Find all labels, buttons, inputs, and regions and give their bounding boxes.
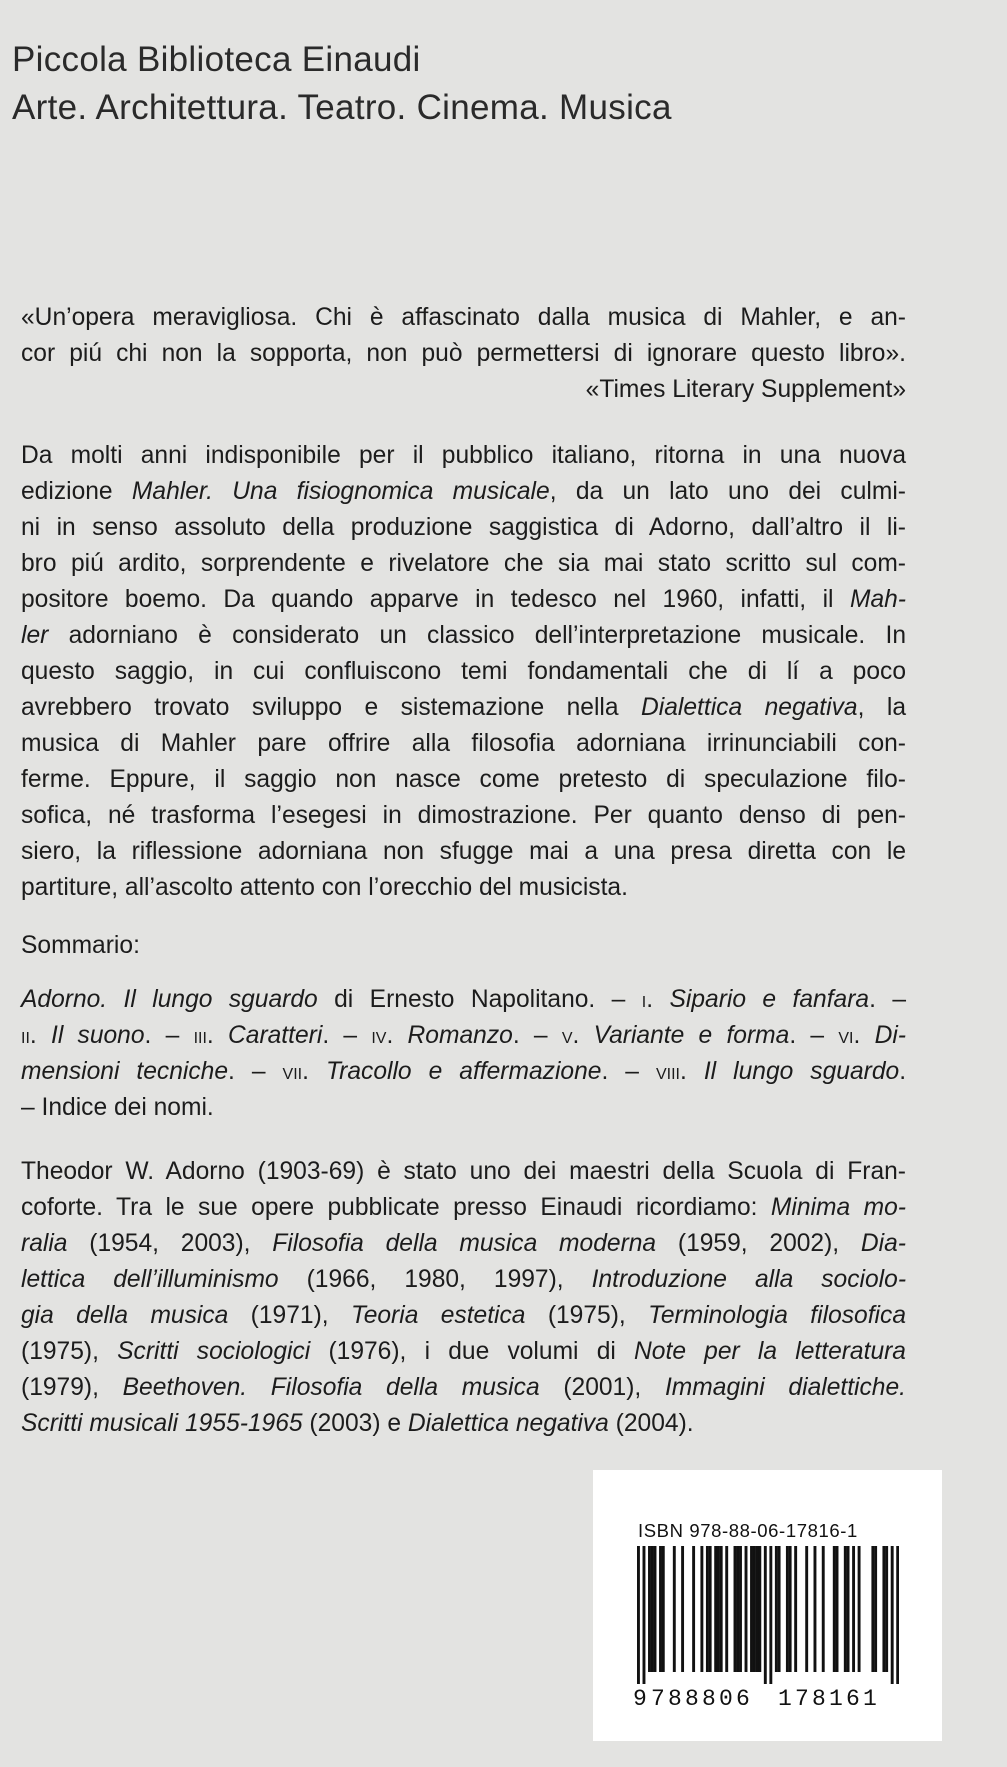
barcode-bar xyxy=(836,1546,839,1672)
quote-line: cor piú chi non la sopporta, non può permettersi di ignorare questo libro». xyxy=(21,340,906,367)
barcode-bar xyxy=(756,1546,759,1672)
barcode-bar xyxy=(717,1546,720,1672)
description-line: siero, la riflessione adorniana non sfugge mai a una presa diretta con le xyxy=(21,838,906,865)
barcode-right-digits: 178161 xyxy=(778,1686,881,1712)
quote-source: «Times Literary Supplement» xyxy=(585,376,906,403)
barcode-bar xyxy=(720,1546,723,1672)
barcode-bar xyxy=(805,1546,808,1672)
author-biography xyxy=(21,1154,906,1442)
table-of-contents xyxy=(21,928,906,1126)
barcode-bar xyxy=(891,1546,894,1684)
barcode-bar xyxy=(659,1546,662,1672)
barcode-bar xyxy=(692,1546,695,1672)
contents-line: mensioni tecniche. – vii. Tracollo e affermazione. – viii. Il lungo sguardo. xyxy=(21,1058,907,1085)
barcode-bar xyxy=(714,1546,717,1672)
barcode-bar xyxy=(745,1546,748,1672)
barcode-bar xyxy=(764,1546,767,1684)
barcode-bar xyxy=(750,1546,753,1672)
barcode-bar xyxy=(725,1546,728,1672)
contents-heading: Sommario: xyxy=(21,932,140,959)
barcode-bar xyxy=(709,1546,712,1672)
description-line: edizione Mahler. Una fisiognomica musicale, da un lato uno dei culmi- xyxy=(21,478,907,505)
barcode-left-digits: 788806 xyxy=(651,1686,754,1712)
author-line: Scritti musicali 1955-1965 (2003) e Dialettica negativa (2004). xyxy=(21,1410,694,1437)
series-header xyxy=(12,36,672,132)
barcode-bar xyxy=(896,1546,899,1684)
description-paragraph xyxy=(21,438,906,906)
barcode-bar xyxy=(833,1546,836,1672)
barcode-bar xyxy=(882,1546,885,1672)
description-line: bro piú ardito, sorprendente e rivelatore che sia mai stato scritto sul com- xyxy=(21,550,906,577)
barcode-bar xyxy=(858,1546,861,1672)
isbn-barcode-label xyxy=(593,1470,942,1741)
description-line: sofica, né trasforma l’esegesi in dimostrazione. Per quanto denso di pen- xyxy=(21,802,906,829)
barcode-bar xyxy=(758,1546,761,1672)
back-cover-text xyxy=(21,300,906,1442)
quote-line: «Un’opera meravigliosa. Chi è affascinato dalla musica di Mahler, e an- xyxy=(21,304,906,331)
description-line: questo saggio, in cui confluiscono temi fondamentali che di lí a poco xyxy=(21,658,906,685)
author-line: (1979), Beethoven. Filosofia della musica (2001), Immagini dialettiche. xyxy=(21,1374,906,1401)
author-line: lettica dell’illuminismo (1966, 1980, 1997), Introduzione alla sociolo- xyxy=(21,1266,907,1293)
description-line: avrebbero trovato sviluppo e sistemazione nella Dialettica negativa, la xyxy=(21,694,906,721)
barcode-bar xyxy=(871,1546,874,1672)
barcode-first-digit: 9 xyxy=(633,1686,647,1712)
barcode-bar xyxy=(643,1546,646,1684)
barcode-bar xyxy=(847,1546,850,1672)
barcode-bar xyxy=(637,1546,640,1684)
barcode-bar xyxy=(778,1546,781,1672)
author-line: ralia (1954, 2003), Filosofia della musica moderna (1959, 2002), Dia- xyxy=(21,1230,906,1257)
barcode-bar xyxy=(681,1546,684,1672)
description-line: ler adorniano è considerato un classico dell’interpretazione musicale. In xyxy=(21,622,906,649)
description-line: musica di Mahler pare offrire alla filosofia adorniana irrinunciabili con- xyxy=(21,730,906,757)
description-line: positore boemo. Da quando apparve in tedesco nel 1960, infatti, il Mah- xyxy=(21,586,906,613)
series-subject: Arte. Architettura. Teatro. Cinema. Musica xyxy=(12,88,672,127)
isbn-number: ISBN 978-88-06-17816-1 xyxy=(638,1520,858,1541)
series-name: Piccola Biblioteca Einaudi xyxy=(12,40,421,79)
barcode-bar xyxy=(786,1546,789,1672)
barcode-icon xyxy=(637,1546,899,1684)
author-line: coforte. Tra le sue opere pubblicate presso Einaudi ricordiamo: Minima mo- xyxy=(21,1194,906,1221)
barcode-bar xyxy=(654,1546,657,1672)
barcode-bar xyxy=(753,1546,756,1672)
barcode-bar xyxy=(775,1546,778,1672)
barcode-bar xyxy=(844,1546,847,1672)
description-line: ni in senso assoluto della produzione saggistica di Adorno, dall’altro il li- xyxy=(21,514,906,541)
barcode-bar xyxy=(814,1546,817,1672)
barcode-bar xyxy=(706,1546,709,1672)
barcode-bar xyxy=(739,1546,742,1672)
description-line: ferme. Eppure, il saggio non nasce come pretesto di speculazione filo- xyxy=(21,766,906,793)
contents-line: – Indice dei nomi. xyxy=(21,1094,214,1121)
barcode-bar xyxy=(874,1546,877,1672)
author-line: gia della musica (1971), Teoria estetica (1975), Terminologia filosofica xyxy=(21,1302,906,1329)
contents-line: ii. Il suono. – iii. Caratteri. – iv. Romanzo. – v. Variante e forma. – vi. Di- xyxy=(21,1022,906,1049)
contents-line: Adorno. Il lungo sguardo di Ernesto Napolitano. – i. Sipario e fanfara. – xyxy=(21,986,907,1013)
book-title: Mahler. Una fisiognomica musicale xyxy=(131,478,550,505)
barcode-bar xyxy=(769,1546,772,1684)
barcode-bar xyxy=(789,1546,792,1672)
barcode-bar xyxy=(736,1546,739,1672)
barcode-bar xyxy=(648,1546,651,1672)
barcode-bar xyxy=(662,1546,665,1672)
barcode-bar xyxy=(852,1546,855,1672)
barcode-bar xyxy=(885,1546,888,1672)
barcode-bar xyxy=(794,1546,797,1672)
press-quote xyxy=(21,300,906,408)
barcode-bar xyxy=(734,1546,737,1672)
barcode-bar xyxy=(822,1546,825,1672)
barcode-bar xyxy=(700,1546,703,1672)
author-line: Theodor W. Adorno (1903-69) è stato uno dei maestri della Scuola di Fran- xyxy=(21,1158,906,1185)
barcode-bar xyxy=(651,1546,654,1672)
author-line: (1975), Scritti sociologici (1976), i due volumi di Note per la letteratura xyxy=(21,1338,906,1365)
barcode-bar xyxy=(673,1546,676,1672)
description-line: Da molti anni indisponibile per il pubblico italiano, ritorna in una nuova xyxy=(21,442,906,469)
description-line: partiture, all’ascolto attento con l’orecchio del musicista. xyxy=(21,874,628,901)
